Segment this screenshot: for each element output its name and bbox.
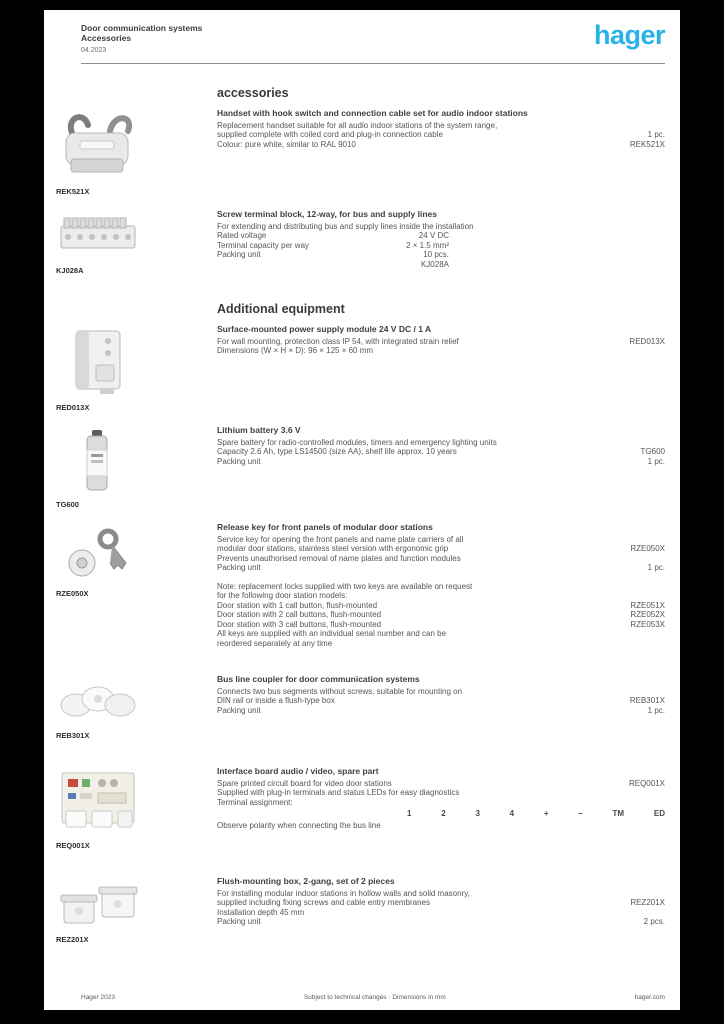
product-photo-col — [56, 210, 217, 275]
catalog-page — [44, 10, 680, 1010]
terminal-pin-labels — [407, 809, 665, 819]
spec-row — [217, 639, 665, 649]
page-header — [44, 10, 680, 54]
header-row — [81, 20, 665, 54]
product-text — [217, 877, 665, 944]
header-titles — [81, 23, 202, 54]
spec-text: Packing unit — [217, 250, 261, 259]
product-row — [56, 523, 665, 648]
spec-row — [217, 582, 665, 592]
spec-row — [217, 917, 665, 927]
product-text — [217, 210, 665, 275]
spec-text: For extending and distributing bus and supply lines inside the installation — [217, 221, 474, 231]
spec-ref: REK521X — [629, 139, 665, 149]
spec-row — [217, 591, 665, 601]
spec-text: Supplied with plug-in terminals and status LEDs for easy diagnostics — [217, 788, 460, 797]
spec-ref: 2 × 1.5 mm² — [406, 240, 449, 250]
spec-text: Spare battery for radio-controlled modules, timers and emergency lighting units — [217, 437, 497, 447]
terminal-block-photo-icon — [56, 210, 140, 260]
product-code: REZ201X — [56, 935, 89, 944]
pin-label: – — [578, 809, 583, 818]
spec-text: supplied complete with coiled cord and plug-in connection cable — [217, 130, 443, 139]
spec-row — [217, 447, 665, 457]
product-row — [56, 877, 665, 944]
spec-row — [217, 346, 665, 356]
spec-ref: KJ028A — [420, 259, 449, 269]
product-title: Screw terminal block, 12-way, for bus and supply lines — [217, 209, 437, 219]
spec-row — [217, 706, 665, 716]
product-title: Surface-mounted power supply module 24 V DC / 1 A — [217, 324, 432, 334]
product-text — [217, 675, 665, 740]
bus-coupler-photo-icon — [56, 675, 140, 725]
release-key-photo-icon — [56, 523, 140, 583]
spec-row — [217, 821, 665, 831]
pin-label: 3 — [475, 809, 480, 818]
spec-text: modular door stations, stainless steel version with ergonomic grip — [217, 544, 449, 553]
spec-ref: 1 pc. — [647, 130, 665, 139]
spec-ref: 1 pc. — [647, 563, 665, 572]
spec-text: For installing modular indoor stations in hollow walls and solid masonry, — [217, 888, 470, 898]
section-heading-additional-equipment: Additional equipment — [217, 302, 345, 316]
spec-ref: 1 pc. — [647, 456, 665, 466]
spec-text: reordered separately at any time — [217, 638, 333, 648]
product-row — [56, 767, 665, 850]
product-code: TG600 — [56, 500, 79, 509]
spec-text: Replacement handset suitable for all audio indoor stations of the system range, — [217, 120, 498, 130]
product-text — [217, 109, 665, 196]
product-photo — [56, 675, 140, 725]
product-text — [217, 325, 665, 412]
mounting-boxes-photo-icon — [56, 877, 140, 929]
product-photo-col — [56, 325, 217, 412]
footer-center: Subject to technical changes · Dimensions in mm — [303, 994, 446, 1001]
spec-row — [217, 610, 665, 620]
doc-title-line3: 04.2023 — [81, 47, 107, 54]
pin-label: 2 — [441, 809, 446, 818]
spec-row — [217, 457, 665, 467]
spec-row — [217, 337, 665, 347]
spec-ref: RZE052X — [630, 610, 665, 619]
product-photo-col — [56, 426, 217, 509]
product-photo — [56, 877, 140, 929]
spec-text: Service key for opening the front panels and name plate carriers of all — [217, 534, 464, 544]
page-content — [44, 64, 680, 944]
product-photo — [56, 523, 140, 583]
spec-text: Packing unit — [217, 917, 261, 926]
product-code: KJ028A — [56, 266, 84, 275]
spec-ref: TG600 — [640, 447, 665, 456]
product-code: RZE050X — [56, 589, 89, 598]
product-photo — [56, 426, 140, 494]
spec-row — [217, 544, 665, 554]
spec-row — [217, 130, 665, 140]
spec-row — [217, 889, 665, 899]
spec-row — [217, 620, 665, 630]
doc-title-line1: Door communication systems — [81, 23, 203, 33]
product-title: Handset with hook switch and connection cable set for audio indoor stations — [217, 108, 528, 118]
spec-row — [217, 438, 665, 448]
spec-row — [217, 779, 665, 789]
spec-row — [217, 231, 449, 241]
spec-ref: 1 pc. — [647, 705, 665, 715]
footer-left: Hager 2023 — [81, 994, 115, 1001]
spec-ref: 24 V DC — [418, 231, 449, 240]
spec-text: Connects two bus segments without screws, suitable for mounting on — [217, 686, 463, 696]
footer-right: hager.com — [634, 994, 665, 1001]
spec-text: Spare printed circuit board for video door stations — [217, 778, 392, 788]
pin-label: 4 — [509, 809, 515, 818]
product-row — [56, 109, 665, 196]
spec-ref: 2 pcs. — [643, 917, 665, 926]
spec-row — [217, 563, 665, 573]
product-photo-col — [56, 767, 217, 850]
pin-label: TM — [612, 809, 625, 818]
product-row — [56, 426, 665, 509]
product-title: Interface board audio / video, spare part — [217, 766, 379, 776]
spec-ref: RZE050X — [630, 544, 665, 553]
spec-row — [217, 601, 665, 611]
paragraph-gap — [217, 573, 665, 582]
spec-text: Capacity 2.6 Ah, type LS14500 (size AA), shelf life approx. 10 years — [217, 447, 457, 456]
spec-text: Packing unit — [217, 705, 261, 715]
spec-text: Colour: pure white, similar to RAL 9010 — [217, 139, 356, 149]
product-photo-col — [56, 675, 217, 740]
product-photo — [56, 325, 140, 397]
spec-row — [217, 222, 665, 232]
doc-title-line2: Accessories — [81, 33, 132, 43]
spec-ref: RZE051X — [630, 600, 665, 610]
spec-row — [217, 908, 665, 918]
spec-row — [217, 798, 665, 808]
product-code: RED013X — [56, 403, 90, 412]
spec-text: Door station with 1 call button, flush-mounted — [217, 600, 378, 610]
product-photo-col — [56, 523, 217, 648]
spec-row — [217, 535, 665, 545]
handset-photo-icon — [56, 109, 140, 181]
product-text — [217, 767, 665, 850]
spec-text: Prevents unauthorised removal of name plates and function modules — [217, 553, 461, 563]
product-title: Lithium battery 3.6 V — [217, 425, 301, 435]
spec-text: Rated voltage — [217, 231, 267, 240]
product-title: Flush-mounting box, 2-gang, set of 2 pieces — [217, 876, 395, 886]
spec-row — [217, 121, 665, 131]
product-text — [217, 426, 665, 509]
spec-text: For wall mounting, protection class IP 54, with integrated strain relief — [217, 336, 459, 346]
product-code: REB301X — [56, 731, 90, 740]
spec-ref: 10 pcs. — [423, 250, 449, 259]
product-photo — [56, 210, 140, 260]
spec-row — [217, 250, 449, 260]
spec-row — [217, 898, 665, 908]
spec-row — [217, 140, 665, 150]
product-photo — [56, 109, 140, 181]
spec-text: Door station with 3 call buttons, flush-mounted — [217, 619, 382, 629]
spec-text: DIN rail or inside a flush-type box — [217, 696, 335, 705]
product-code: REK521X — [56, 187, 90, 196]
section-heading-accessories: accessories — [217, 86, 289, 100]
spec-text: Door station with 2 call buttons, flush-mounted — [217, 610, 382, 619]
product-title: Release key for front panels of modular door stations — [217, 522, 433, 532]
spec-ref: RZE053X — [630, 619, 665, 629]
spec-ref: REQ001X — [628, 778, 665, 788]
spec-text: Note: replacement locks supplied with two keys are available on request — [217, 581, 473, 591]
spec-text: Installation depth 45 mm — [217, 907, 305, 917]
spec-row — [217, 788, 665, 798]
spec-text: Terminal assignment: — [217, 797, 293, 807]
spec-text: Dimensions (W × H × D): 96 × 125 × 60 mm — [217, 346, 374, 355]
spec-row — [217, 687, 665, 697]
product-code: REQ001X — [56, 841, 90, 850]
spec-ref: RED013X — [629, 336, 665, 346]
pin-label: + — [543, 809, 549, 818]
product-photo-col — [56, 109, 217, 196]
spec-ref: REZ201X — [630, 898, 665, 907]
spec-text: All keys are supplied with an individual serial number and can be — [217, 629, 447, 638]
pin-label: ED — [653, 809, 665, 818]
product-row — [56, 210, 665, 275]
spec-ref: REB301X — [629, 696, 665, 705]
spec-row — [217, 629, 665, 639]
spec-row — [217, 554, 665, 564]
supply-module-photo-icon — [56, 325, 140, 397]
pin-label: 1 — [407, 809, 412, 818]
spec-text: supplied including fixing screws and cable entry membranes — [217, 898, 430, 907]
spec-text: for the following door station models: — [217, 591, 348, 600]
hager-logo: hager — [593, 20, 665, 50]
product-row — [56, 325, 665, 412]
battery-photo-icon — [56, 426, 140, 494]
spec-row — [217, 260, 449, 270]
spec-row — [217, 696, 665, 706]
spec-text: Packing unit — [217, 563, 261, 572]
product-photo — [56, 767, 140, 835]
page-footer — [44, 994, 680, 1001]
circuit-board-photo-icon — [56, 767, 140, 835]
product-photo-col — [56, 877, 217, 944]
product-row — [56, 675, 665, 740]
spec-text: Packing unit — [217, 456, 261, 466]
spec-text: Observe polarity when connecting the bus line — [217, 820, 381, 830]
spec-text: Terminal capacity per way — [217, 240, 310, 250]
product-text — [217, 523, 665, 648]
spec-row — [217, 241, 449, 251]
product-title: Bus line coupler for door communication systems — [217, 674, 420, 684]
